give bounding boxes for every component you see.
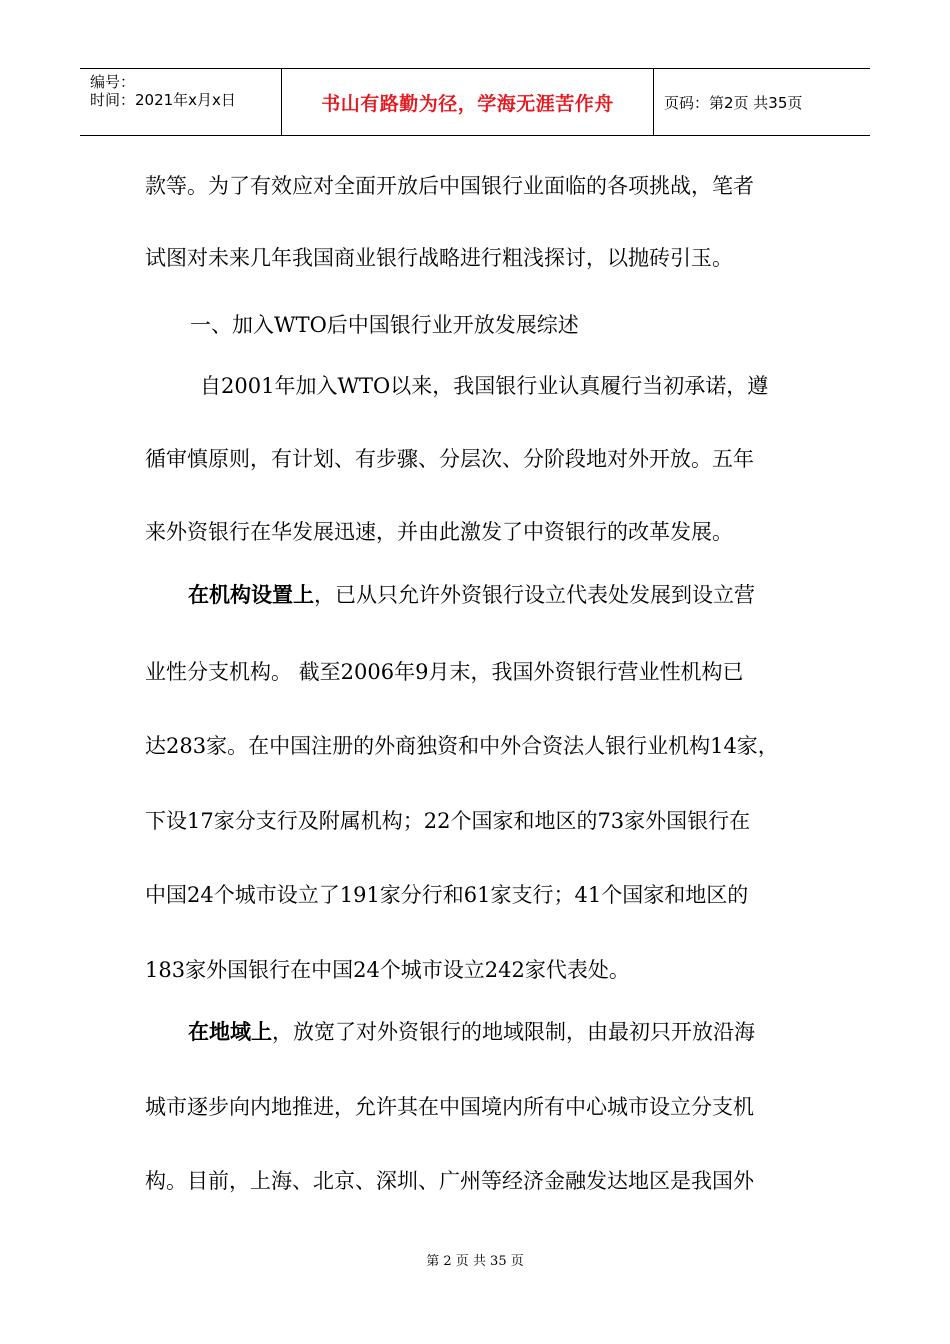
- body-line: 在机构设置上，已从只允许外资银行设立代表处发展到设立营: [188, 583, 755, 607]
- body-line: 下设17家分支行及附属机构；22个国家和地区的73家外国银行在: [145, 809, 751, 833]
- header-page-cell: [654, 69, 870, 135]
- body-line: 循审慎原则，有计划、有步骤、分层次、分阶段地对外开放。五年: [145, 447, 754, 471]
- body-line: 自2001年加入WTO以来，我国银行业认真履行当初承诺，遵: [200, 374, 769, 398]
- header-motto-cell: [282, 69, 654, 135]
- body-line: 城市逐步向内地推进，允许其在中国境内所有中心城市设立分支机: [145, 1095, 754, 1119]
- footer-page-number: 第 2 页 共 35 页: [426, 1254, 524, 1269]
- section-heading: 一、加入WTO后中国银行业开放发展综述: [190, 313, 579, 337]
- body-line: 试图对未来几年我国商业银行战略进行粗浅探讨，以抛砖引玉。: [145, 246, 733, 270]
- body-line: 中国24个城市设立了191家分行和61家支行；41个国家和地区的: [145, 883, 749, 907]
- body-line: 款等。为了有效应对全面开放后中国银行业面临的各项挑战，笔者: [145, 174, 754, 198]
- body-line: 来外资银行在华发展迅速，并由此激发了中资银行的改革发展。: [145, 520, 733, 544]
- bold-lead: 在机构设置上: [188, 583, 314, 607]
- page-info: 页码：第2页 共35页: [664, 93, 803, 112]
- page-header: [80, 68, 870, 136]
- header-meta-cell: [80, 69, 282, 135]
- body-line: 业性分支机构。 截至2006年9月末，我国外资银行营业性机构已: [145, 660, 744, 684]
- body-line: 183家外国银行在中国24个城市设立242家代表处。: [145, 958, 630, 982]
- serial-label: 编号：: [90, 73, 136, 91]
- page-footer: [0, 1250, 950, 1269]
- motto-text: 书山有路勤为径，学海无涯苦作舟: [321, 92, 614, 115]
- body-line: 构。目前，上海、北京、深圳、广州等经济金融发达地区是我国外: [145, 1169, 754, 1193]
- body-line: 达283家。在中国注册的外商独资和中外合资法人银行业机构14家，: [145, 734, 779, 758]
- bold-lead: 在地域上: [188, 1020, 272, 1044]
- date-label: 时间：2021年x月x日: [90, 91, 236, 109]
- body-line: 在地域上，放宽了对外资银行的地域限制，由最初只开放沿海: [188, 1020, 755, 1044]
